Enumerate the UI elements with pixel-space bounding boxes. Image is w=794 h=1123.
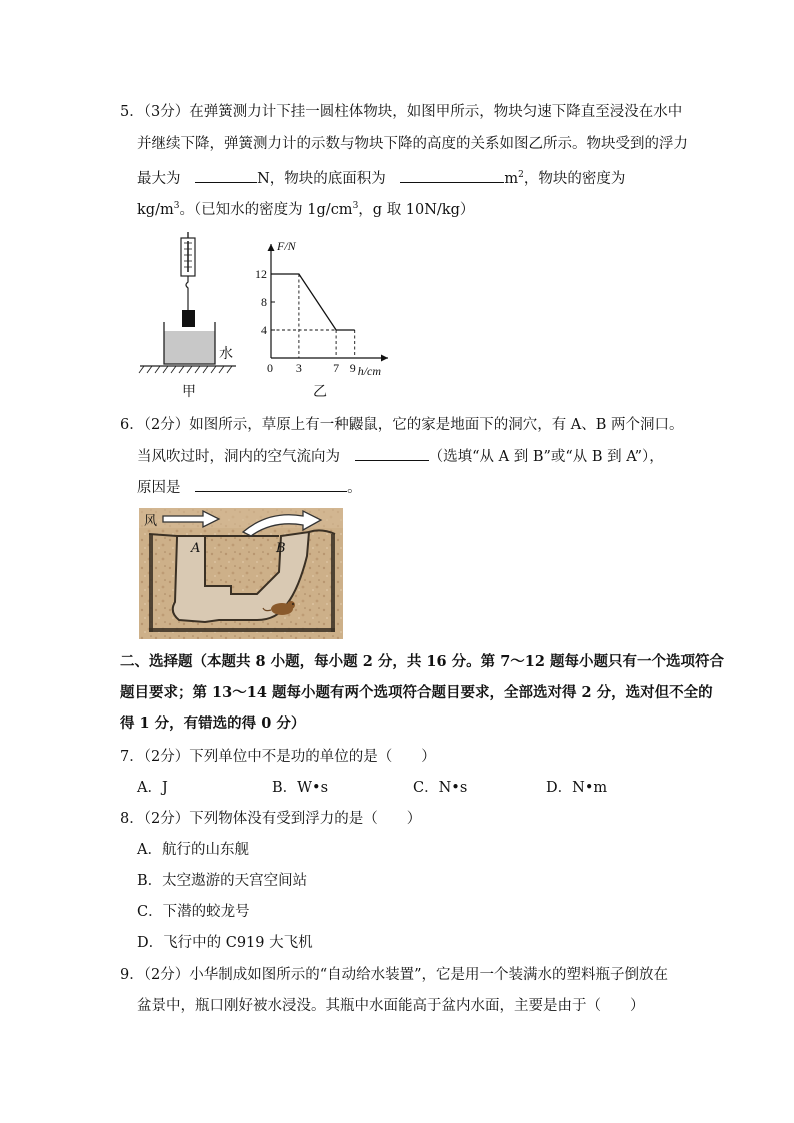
hole-a-label: A: [191, 541, 201, 556]
q9-line-2: 盆景中，瓶口刚好被水浸没。其瓶中水面能高于盆内水面，主要是由于（ ）: [137, 998, 645, 1014]
q5-blank-buoyancy[interactable]: [195, 168, 257, 183]
q5-sup-2: 2: [518, 170, 524, 180]
q5-line-3-b: N，物块的底面积为: [257, 170, 386, 187]
section2-line-2: 题目要求；第 13～14 题每小题有两个选项符合题目要求，全部选对得 2 分，选对但不全的: [120, 684, 713, 701]
chart-guides: [271, 274, 355, 358]
spring-scale-icon: [181, 232, 195, 310]
y-tick-label-8: 8: [261, 295, 267, 309]
x-tick-label-0: 0: [267, 361, 273, 375]
q6-line-2-b: （选填“从 A 到 B”或“从 B 到 A”），: [428, 449, 664, 465]
q5-line-3: [137, 165, 625, 189]
wind-label: 风: [144, 514, 158, 529]
q6-line-3-b: 。: [347, 480, 362, 496]
q5-sup-3b: 3: [352, 201, 359, 211]
water-label: 水: [219, 346, 233, 362]
q8-option-b[interactable]: B．太空遨游的天宫空间站: [137, 873, 308, 889]
q8-option-a[interactable]: A．航行的山东舰: [137, 842, 249, 858]
q8-option-c[interactable]: C．下潜的蛟龙号: [137, 904, 250, 920]
q5-sup-3a: 3: [173, 201, 180, 211]
q5-blank-area[interactable]: [400, 168, 504, 183]
q7-option-c[interactable]: C．N•s: [413, 780, 468, 796]
q6-blank-direction[interactable]: [355, 446, 429, 461]
q5-line-4: [137, 196, 474, 220]
cylinder-block: [182, 310, 195, 327]
x-tick-label-9: 9: [349, 361, 356, 375]
x-tick-label-7: 7: [333, 361, 340, 375]
chart-axes: [268, 244, 389, 362]
chart-series: [271, 274, 355, 330]
q5-line-3-a: 最大为: [137, 170, 181, 187]
y-axis-label: F/N: [277, 239, 296, 253]
q7-option-a[interactable]: A．J: [137, 780, 168, 796]
q6-line-1: 6．（2分）如图所示，草原上有一种鼹鼠，它的家是地面下的洞穴，有 A、B 两个洞口。: [120, 417, 684, 433]
q8-stem: 8．（2分）下列物体没有受到浮力的是（ ）: [120, 811, 422, 827]
q7-option-d[interactable]: D．N•m: [546, 780, 608, 796]
y-tick-label-4: 4: [261, 323, 267, 337]
q5-line-4-a: kg/m: [137, 201, 174, 218]
q6-line-2-a: 当风吹过时，洞内的空气流向为: [137, 449, 340, 465]
q9-line-1: 9．（2分）小华制成如图所示的“自动给水装置”，它是用一个装满水的塑料瓶子倒放在: [120, 967, 669, 983]
q5-line-3-c: m: [504, 170, 519, 187]
section2-line-3: 得 1 分，有错选的得 0 分）: [120, 715, 306, 732]
figure-jia-caption: 甲: [182, 384, 196, 400]
chart-tick-labels: [255, 239, 381, 378]
q6-line-3-a: 原因是: [137, 480, 181, 496]
force-line: [271, 274, 355, 330]
q5-line-1: 5．（3分）在弹簧测力计下挂一圆柱体物块，如图甲所示，物块匀速下降直至浸没在水中: [120, 104, 683, 120]
q5-line-4-b: 。（已知水的密度为 1g/cm: [179, 201, 353, 218]
q7-option-b[interactable]: B．W•s: [272, 780, 329, 796]
q5-line-2: 并继续下降，弹簧测力计的示数与物块下降的高度的关系如图乙所示。物块受到的浮力: [137, 136, 688, 152]
q8-option-d[interactable]: D．飞行中的 C919 大飞机: [137, 935, 313, 951]
x-axis-arrow: [381, 355, 388, 362]
q5-line-4-c: ，g 取 10N/kg）: [358, 201, 475, 218]
figure-yi-caption: 乙: [313, 384, 327, 400]
x-tick-label-3: 3: [295, 361, 302, 375]
q5-line-3-d: ，物块的密度为: [523, 170, 626, 187]
section2-line-1: 二、选择题（本题共 8 小题，每小题 2 分，共 16 分。第 7～12 题每小题只有一个选项符合: [120, 653, 725, 670]
x-axis-label: h/cm: [357, 364, 382, 378]
hole-b-label: B: [276, 541, 286, 556]
figure-yi-chart: [250, 238, 400, 380]
y-tick-label-12: 12: [255, 267, 267, 281]
burrow-figure: [139, 508, 343, 639]
water-fill: [164, 331, 215, 364]
q7-stem: 7．（2分）下列单位中不是功的单位的是（ ）: [120, 749, 436, 765]
q6-line-2: [137, 446, 664, 467]
y-axis-arrow: [268, 244, 275, 251]
q6-blank-reason[interactable]: [195, 477, 347, 492]
q6-line-3: [137, 477, 362, 498]
